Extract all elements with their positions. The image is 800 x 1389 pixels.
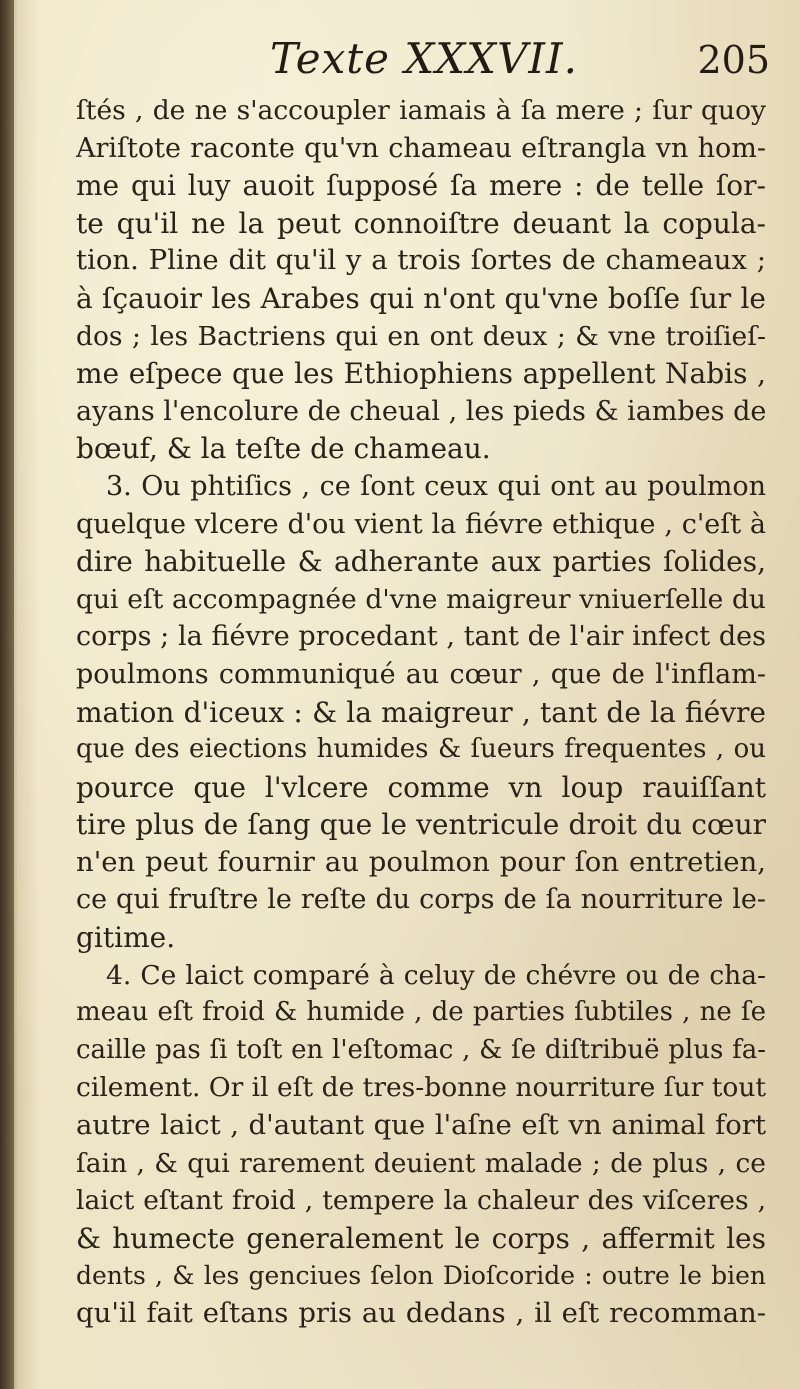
page-bottom-margin: [180, 1348, 620, 1368]
text-line: dire habituelle & adherante aux parties ſolides,: [76, 545, 766, 579]
text-line: 4. Ce laict comparé à celuy de chévre ou de cha-: [106, 959, 766, 991]
text-line: ayans l'encolure de cheual , les pieds & iambes de: [76, 395, 766, 427]
running-header: [270, 34, 770, 90]
text-line: corps ; la fiévre procedant , tant de l'air infect des: [76, 621, 766, 653]
page-number: 205: [697, 38, 770, 82]
text-line: qu'il fait eſtans pris au dedans , il eſt recomman-: [76, 1297, 766, 1329]
text-line: dos ; les Bactriens qui en ont deux ; & vne troiſieſ-: [76, 320, 766, 352]
text-line: pource que l'vlcere comme vn loup rauiſſant: [76, 770, 766, 804]
text-line: ce qui fruſtre le reſte du corps de ſa nourriture le-: [76, 884, 766, 916]
text-line: ſtés , de ne s'accoupler iamais à ſa mere ; ſur quoy: [76, 95, 766, 126]
text-line: poulmons communiqué au cœur , que de l'inflam-: [76, 658, 766, 690]
running-title: Texte XXXVII.: [270, 34, 578, 83]
text-line: mation d'iceux : & la maigreur , tant de la fiévre: [76, 695, 766, 729]
text-line: quelque vlcere d'ou vient la fiévre ethique , c'eſt à: [76, 508, 766, 540]
text-line: caille pas ſi toſt en l'eſtomac , & ſe diſtribuë plus fa-: [76, 1034, 766, 1065]
text-line: bœuf, & la teſte de chameau.: [76, 432, 491, 466]
text-line: cilement. Or il eſt de tres-bonne nourriture ſur tout: [76, 1072, 766, 1104]
body-text: [76, 92, 766, 1333]
text-line: autre laict , d'autant que l'aſne eſt vn animal fort: [76, 1109, 766, 1142]
text-line: 3. Ou phtiſics , ce ſont ceux qui ont au poulmon: [106, 470, 766, 502]
book-spine-shadow: [0, 0, 14, 1389]
text-line: tion. Pline dit qu'il y a trois ſortes de chameaux ;: [76, 244, 766, 277]
text-line: & humecte generalement le corps , affermit les: [76, 1221, 766, 1255]
text-line: Ariſtote raconte qu'vn chameau eſtrangla vn hom-: [76, 132, 766, 164]
text-line: dents , & les genciues ſelon Dioſcoride : outre le bien: [76, 1261, 766, 1291]
text-line: qui eſt accompagnée d'vne maigreur vniuerſelle du: [76, 583, 766, 615]
text-line: n'en peut fournir au poulmon pour ſon entretien,: [76, 845, 766, 878]
text-line: me eſpece que les Ethiophiens appellent Nabis ,: [76, 357, 766, 391]
text-line: à ſçauoir les Arabes qui n'ont qu'vne boſſe ſur le: [76, 281, 766, 315]
text-line: gitime.: [76, 921, 176, 955]
text-line: ſain , & qui rarement deuient malade ; de plus , ce: [76, 1147, 766, 1179]
text-line: meau eſt froid & humide , de parties ſubtiles , ne ſe: [76, 997, 766, 1028]
text-line: que des eiections humides & ſueurs frequentes , ou: [76, 734, 766, 765]
text-line: laict eſtant froid , tempere la chaleur des viſceres ,: [76, 1185, 766, 1217]
text-line: te qu'il ne la peut connoiſtre deuant la copula-: [76, 206, 766, 240]
text-line: tire plus de ſang que le ventricule droit du cœur: [76, 808, 766, 842]
text-line: me qui luy auoit ſupposé ſa mere : de telle ſor-: [76, 169, 766, 203]
